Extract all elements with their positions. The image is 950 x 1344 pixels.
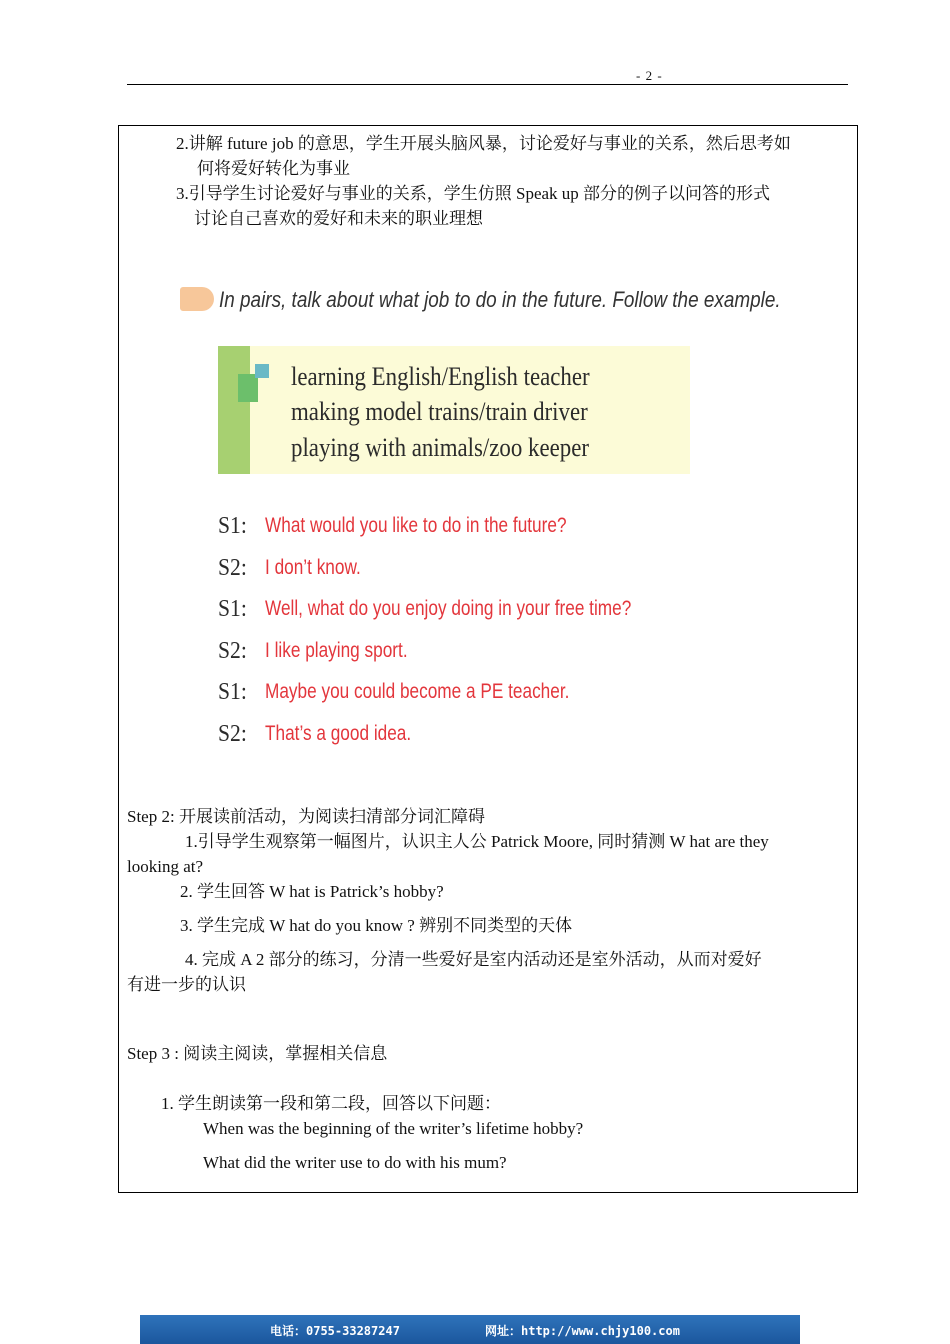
dialogue-speaker: S1: xyxy=(218,596,247,622)
text-line: 讨论自己喜欢的爱好和未来的职业理想 xyxy=(194,209,483,228)
dialogue-line: What would you like to do in the future? xyxy=(265,514,567,537)
dialogue-speaker: S1: xyxy=(218,679,247,705)
decor-square-icon xyxy=(255,364,269,378)
step2-item: 4. 完成 A 2 部分的练习，分清一些爱好是室内活动还是室外活动，从而对爱好 xyxy=(185,950,762,969)
footer-bar xyxy=(140,1315,800,1344)
dialogue-speaker: S1: xyxy=(218,513,247,539)
step2-item: looking at? xyxy=(127,857,204,876)
step3-item: 1. 学生朗读第一段和第二段，回答以下问题： xyxy=(161,1094,501,1113)
decor-square-icon xyxy=(238,374,258,402)
page-number: - 2 - xyxy=(636,68,663,83)
footer-phone: 电话：0755-33287247 xyxy=(270,1324,400,1338)
dialogue-speaker: S2: xyxy=(218,721,247,747)
prompt-bar xyxy=(218,346,250,474)
prompt-box xyxy=(218,346,690,474)
prompt-line: learning English/English teacher xyxy=(291,362,590,391)
dialogue-speaker: S2: xyxy=(218,555,247,581)
dialogue-line: I don’t know. xyxy=(265,556,361,579)
text-line: 2.讲解 future job 的意思，学生开展头脑风暴，讨论爱好与事业的关系，然后思考如 xyxy=(176,134,791,153)
step3-question: What did the writer use to do with his mum? xyxy=(203,1153,507,1172)
header-rule xyxy=(127,84,848,85)
instruction-text: In pairs, talk about what job to do in the future. Follow the example. xyxy=(219,287,781,312)
step3-question: When was the beginning of the writer’s lifetime hobby? xyxy=(203,1119,584,1138)
step2-item: 2. 学生回答 W hat is Patrick’s hobby? xyxy=(180,882,444,901)
prompt-line: making model trains/train driver xyxy=(291,397,588,426)
dialogue-speaker: S2: xyxy=(218,638,247,664)
step2-item: 1.引导学生观察第一幅图片，认识主人公 Patrick Moore, 同时猜测 W hat are they xyxy=(185,832,769,851)
footer-website[interactable]: 网址：http://www.chjy100.com xyxy=(485,1324,680,1338)
text-line: 3.引导学生讨论爱好与事业的关系，学生仿照 Speak up 部分的例子以问答的形式 xyxy=(176,184,771,203)
step2-title: Step 2: 开展读前活动，为阅读扫清部分词汇障碍 xyxy=(127,807,485,826)
step2-item: 3. 学生完成 W hat do you know ? 辨别不同类型的天体 xyxy=(180,916,573,935)
instruction-tag-icon xyxy=(180,287,214,311)
dialogue-line: I like playing sport. xyxy=(265,639,408,662)
dialogue-line: That’s a good idea. xyxy=(265,722,412,745)
text-line: 何将爱好转化为事业 xyxy=(197,159,350,178)
prompt-line: playing with animals/zoo keeper xyxy=(291,433,589,462)
step3-title: Step 3 : 阅读主阅读，掌握相关信息 xyxy=(127,1044,388,1063)
step2-item: 有进一步的认识 xyxy=(127,975,246,994)
dialogue-line: Well, what do you enjoy doing in your free time? xyxy=(265,597,632,620)
dialogue-line: Maybe you could become a PE teacher. xyxy=(265,680,570,703)
